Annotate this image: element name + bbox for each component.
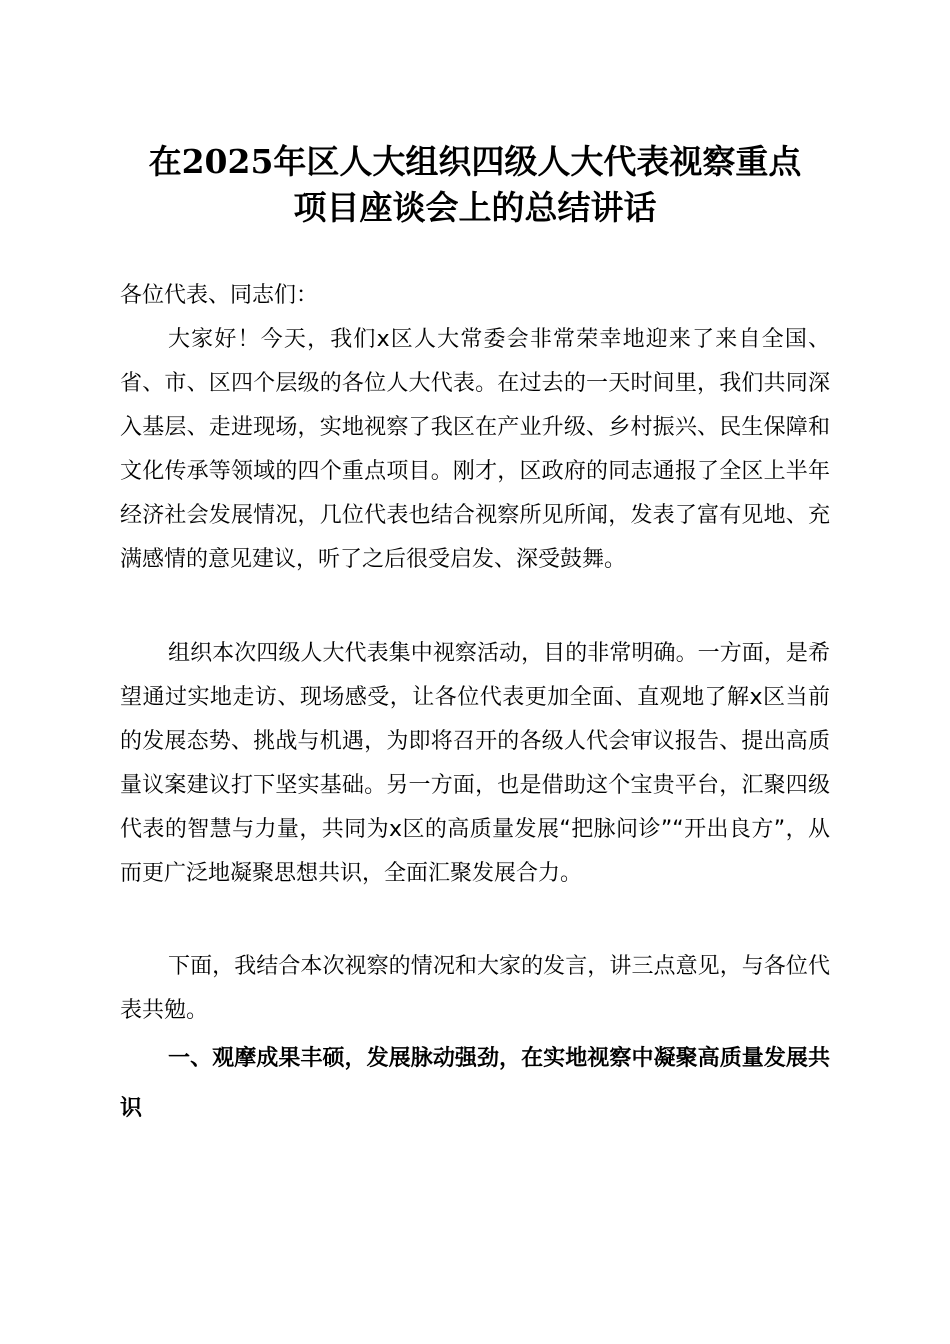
section-heading-1: 一、观摩成果丰硕，发展脉动强劲，在实地视察中凝聚高质量发展共识 [120, 1046, 830, 1121]
salutation: 各位代表、同志们： [120, 283, 319, 308]
paragraph-3: 下面，我结合本次视察的情况和大家的发言，讲三点意见，与各位代表共勉。 [120, 954, 830, 1023]
paragraph-1: 大家好！今天，我们x区人大常委会非常荣幸地迎来了来自全国、省、市、区四个层级的各位人大代表。在过去的一天时间里，我们共同深入基层、走进现场，实地视察了我区在产业升级、乡村振兴、民生保障和文化传承等领域的四个重点项目。刚才，区政府的同志通报了全区上半年经济社会发展情况，几位代表也结合视察所见所闻，发表了富有见地、充满感情的意见建议，听了之后很受启发、深受鼓舞。 [120, 327, 830, 572]
paragraph-2: 组织本次四级人大代表集中视察活动，目的非常明确。一方面，是希望通过实地走访、现场感受，让各位代表更加全面、直观地了解x区当前的发展态势、挑战与机遇，为即将召开的各级人代会审议报告、提出高质量议案建议打下坚实基础。另一方面，也是借助这个宝贵平台，汇聚四级代表的智慧与力量，共同为x区的高质量发展“把脉问诊”“开出良方”，从而更广泛地凝聚思想共识，全面汇聚发展合力。 [120, 641, 830, 886]
document-title-line-1: 在2025年区人大组织四级人大代表视察重点 [148, 142, 802, 181]
document-title-line-2: 项目座谈会上的总结讲话 [293, 188, 657, 227]
